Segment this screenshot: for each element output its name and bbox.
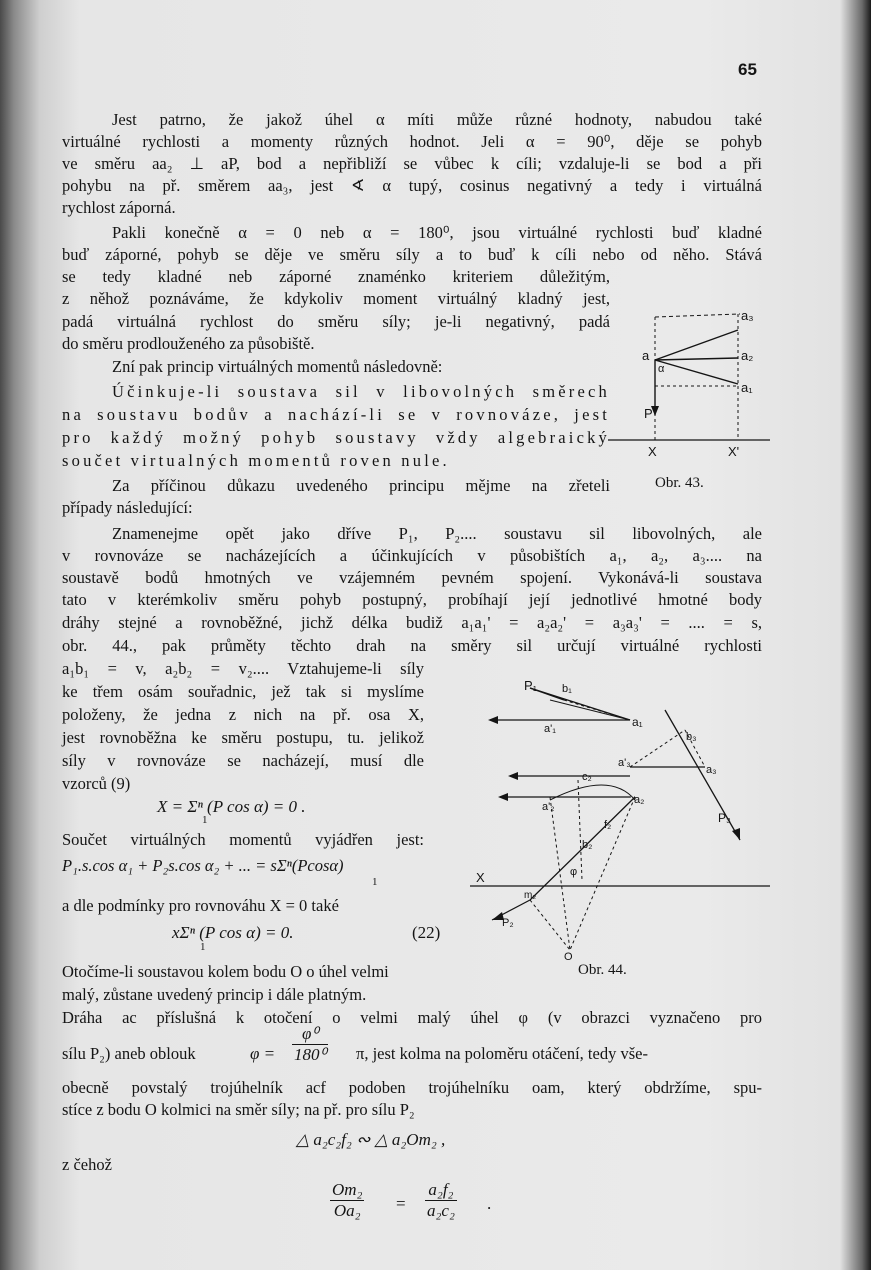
fig44-caption: Obr. 44. <box>578 962 627 978</box>
fig44-label: X <box>476 870 485 885</box>
text-line: do směru prodlouženého za působiště. <box>62 334 315 353</box>
text-line: z něhož poznáváme, že kdykoliv moment virtuálný kladný jest, <box>62 289 610 308</box>
text-line: padá virtuálná rychlost do směru síly; je-li negativný, padá <box>62 312 610 331</box>
ratio-fraction-left <box>330 1180 364 1221</box>
text-line: ve směru aa₂ ⊥ aP, bod a nepřibliží se vůbec k cíli; vzdaluje-li se bod a při <box>62 154 762 173</box>
text-line: z čehož <box>62 1155 112 1174</box>
fig44-label: m₂ <box>524 890 537 901</box>
text-line: Znamenejme opět jako dříve P₁, P₂.... soustavu sil libovolných, ale <box>112 524 762 543</box>
fig44-line <box>578 780 582 880</box>
fig43-label: a₃ <box>741 308 754 323</box>
fig44-arrow <box>732 828 740 840</box>
text-line: sílu P₂) aneb oblouk <box>62 1044 196 1063</box>
fig43-line <box>655 314 740 317</box>
fig44-arrow <box>498 793 508 801</box>
fig44-arc <box>550 785 635 800</box>
equation-subscript: 1 <box>202 814 208 826</box>
theorem-line: Účinkuje-li soustava sil v libovolných směrech <box>112 382 610 401</box>
fig44-label: O <box>564 951 573 960</box>
text-line: položeny, že jedna z nich na př. osa X, <box>62 705 424 724</box>
text-line: π, jest kolma na poloměru otáčení, tedy vše- <box>356 1044 648 1063</box>
equation-subscript: 1 <box>372 876 378 888</box>
text-line: ke třem osám souřadnic, jež tak si myslíme <box>62 682 424 701</box>
text-line: se tedy kladné neb záporné znaménko kriteriem důležitým, <box>62 267 610 286</box>
equation-22: xΣⁿ (P cos α) = 0. <box>172 923 294 942</box>
text-line: jest rovnoběžna ke směru postupu, tu. jelikož <box>62 728 424 747</box>
equation-subscript: 1 <box>200 941 206 953</box>
phi-denominator: 180⁰ <box>294 1045 327 1064</box>
text-line: a₁b₁ = v, a₂b₂ = v₂.... Vztahujeme-li síly <box>62 659 424 678</box>
fig44-label: P₃ <box>718 811 731 825</box>
figure-43 <box>600 300 780 490</box>
fig44-arrow <box>508 772 518 780</box>
fig44-label: P₁ <box>524 678 538 693</box>
equation-sum: P₁.s.cos α₁ + P₂s.cos α₂ + ... = sΣⁿ(Pcosα) <box>62 856 344 875</box>
fig44-label: a₂ <box>634 794 645 806</box>
fig43-label: P <box>644 406 653 421</box>
text-line: Otočíme-li soustavou kolem bodu O o úhel velmi <box>62 962 389 981</box>
ratio-numerator: a₂f₂ <box>425 1180 457 1201</box>
fig44-label: a₁ <box>632 715 643 729</box>
text-line: Součet virtuálných momentů vyjádřen jest: <box>62 830 424 849</box>
text-line: pohybu na př. směrem aa₃, jest ∢ α tupý, cosinus negativný a tedy i virtuálná <box>62 176 762 195</box>
equation-number: (22) <box>412 923 441 942</box>
text-line: síly v rovnováze se nacházejí, musí dle <box>62 751 424 770</box>
fig44-label: b₂ <box>582 839 593 851</box>
phi-numerator: φ⁰ <box>292 1024 328 1045</box>
text-line: tato v kterémkoliv směru pohyb postupný, probíhají její jednotlivé hmotné body <box>62 590 762 609</box>
theorem-line: součet virtualných momentů roven nule. <box>62 451 450 470</box>
ratio-denominator: a₂c₂ <box>427 1201 455 1220</box>
fig44-label: φ <box>570 866 578 878</box>
fig43-label: a₂ <box>741 348 754 363</box>
fig44-line <box>570 797 635 950</box>
ratio-numerator: Om₂ <box>332 1180 363 1199</box>
text-line: Dráha ac příslušná k otočení o velmi malý úhel φ (v obrazci vyznačeno pro <box>62 1008 762 1027</box>
fig44-label: P₂ <box>502 917 514 929</box>
text-line: buď záporné, pohyb se děje ve směru síly a to buď k cíli nebo od něho. Stává <box>62 245 762 264</box>
page-number: 65 <box>738 60 757 79</box>
text-line: Jest patrno, že jakož úhel α míti může různé hodnoty, nabudou také <box>112 110 762 129</box>
fig44-label: a'₂ <box>542 801 555 813</box>
fig43-line <box>655 360 738 384</box>
fig43-label: a₁ <box>741 380 753 395</box>
equation-x: X = Σⁿ (P cos α) = 0 . <box>157 797 306 816</box>
fig44-label: a₃ <box>706 764 717 776</box>
fig44-line <box>530 900 570 950</box>
text-line: vzorců (9) <box>62 774 131 793</box>
fig43-label: α <box>658 363 665 375</box>
fig44-label: a'₃ <box>618 757 631 769</box>
fig44-label: b₃ <box>686 731 697 743</box>
text-line: soustavě bodů hmotných ve vzájemném pevném spojení. Vykonává-li soustava <box>62 568 762 587</box>
text-line: Zní pak princip virtuálných momentů následovně: <box>112 357 443 376</box>
fig44-arrow <box>488 716 498 724</box>
text-line: a dle podmínky pro rovnováhu X = 0 také <box>62 896 339 915</box>
text-line: dráhy stejné a rovnoběžné, jichž délka budiž a₁a₁' = a₂a₂' = a₃a₃' = .... = s, <box>62 613 762 632</box>
text-line: virtuálné rychlosti a momenty různých hodnot. Jeli α = 90⁰, děje se pohyb <box>62 132 762 151</box>
fig44-line <box>550 700 630 720</box>
fig43-label: X' <box>728 444 740 459</box>
text-line: v rovnováze se nacházejících a účinkujících v působištích a₁, a₂, a₃.... na <box>62 546 762 565</box>
text-line: Za příčinou důkazu uvedeného principu mějme na zřeteli <box>112 476 610 495</box>
fig43-caption: Obr. 43. <box>655 475 704 491</box>
text-line: případy následující: <box>62 498 193 517</box>
fig43-line <box>655 330 738 360</box>
text-line: malý, zůstane uvedený princip i dále platným. <box>62 985 367 1004</box>
text-line: Pakli konečně α = 0 neb α = 180⁰, jsou virtuálné rychlosti buď kladné <box>112 223 762 242</box>
text-line: stíce z bodu O kolmici na směr síly; na př. pro sílu P₂ <box>62 1100 415 1119</box>
text-line: obecně povstalý trojúhelník acf podoben trojúhelníku oam, který obdržíme, spu- <box>62 1078 762 1097</box>
text-line: rychlost záporná. <box>62 198 176 217</box>
triangle-similarity: △ a₂c₂f₂ ∾ △ a₂Om₂ , <box>296 1130 446 1149</box>
fig43-label: a <box>642 348 650 363</box>
text-line: obr. 44., pak průměty těchto drah na směry sil určují virtuálné rychlosti <box>62 636 762 655</box>
fig44-label: b₁ <box>562 683 572 695</box>
ratio-end: . <box>487 1194 492 1213</box>
ratio-fraction-right <box>425 1180 457 1221</box>
theorem-line: na soustavu bodův a nachází-li se v rovnováze, jest <box>62 405 610 424</box>
fig43-label: X <box>648 444 657 459</box>
phi-equation: φ = <box>250 1044 276 1063</box>
figure-44 <box>470 670 770 960</box>
theorem-line: pro každý možný pohyb soustavy vždy algebraický <box>62 428 610 447</box>
phi-fraction <box>292 1024 328 1065</box>
fig44-label: f₂ <box>604 819 612 831</box>
fig44-line <box>630 730 685 767</box>
fig44-line <box>550 797 570 950</box>
fig44-label: c₂ <box>582 771 592 783</box>
fig43-line <box>655 358 738 360</box>
fig44-label: a'₁ <box>544 723 556 735</box>
ratio-equals: = <box>396 1194 406 1213</box>
ratio-denominator: Oa₂ <box>333 1201 361 1220</box>
